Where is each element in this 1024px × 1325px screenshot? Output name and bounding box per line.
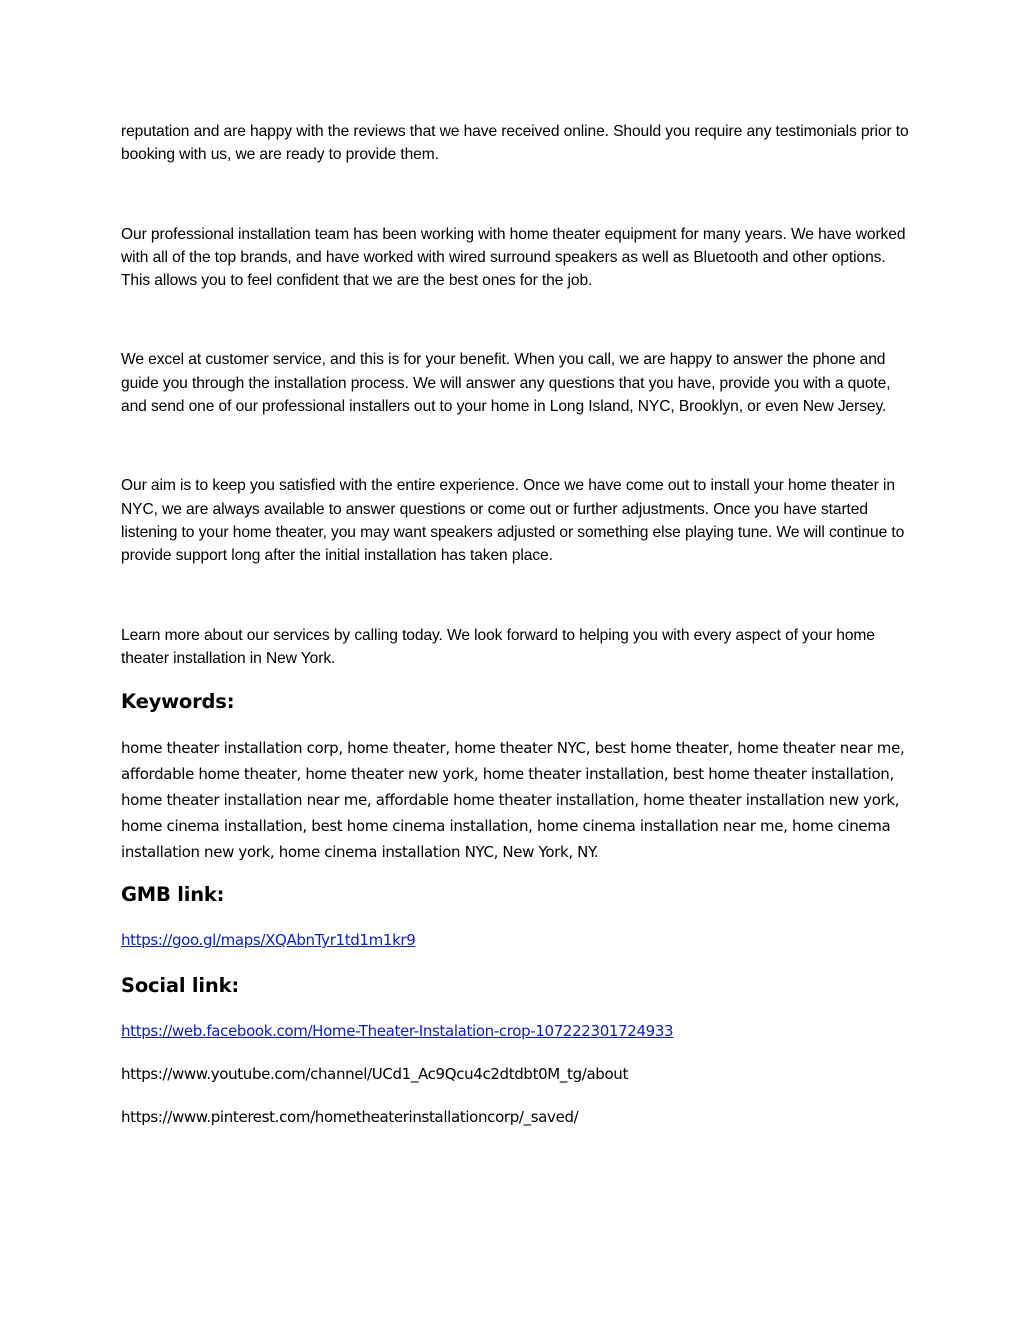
document-page [121, 120, 911, 1128]
paragraph-learn-more: Learn more about our services by calling today. We look forward to helping you with every aspect of your home theater installation in New York. [121, 626, 875, 667]
paragraph-customer-service: We excel at customer service, and this is for your benefit. When you call, we are happy to answer the phone and guide you through the installation process. We will answer any questions that you have, provide you with a quote, and send one of our professional installers out to your home in Long Island, NYC, Brooklyn, or even New Jersey. [121, 351, 891, 416]
social-heading: Social link: [121, 974, 239, 998]
paragraph-installation-team: Our professional installation team has been working with home theater equipment for many years. We have worked with all of the top brands, and have worked with wired surround speakers as well as Bluetooth and other options. This allows you to feel confident that we are the best ones for the job. [121, 225, 906, 290]
gmb-link-line [121, 929, 911, 951]
paragraph-reputation: reputation and are happy with the reviews that we have received online. Should you require any testimonials prior to booking with us, we are ready to provide them. [121, 123, 909, 164]
gmb-link[interactable]: https://goo.gl/maps/XQAbnTyr1td1m1kr9 [121, 931, 416, 950]
keywords-heading: Keywords: [121, 690, 235, 714]
paragraph-satisfaction: Our aim is to keep you satisfied with the entire experience. Once we have come out to install your home theater in NYC, we are always available to answer questions or come out or further adjustments. Once you have started listening to your home theater, you may want speakers adjusted or something else playing tune. We will continue to provide support long after the initial installation has taken place. [121, 477, 905, 565]
facebook-link[interactable]: https://web.facebook.com/Home-Theater-Instalation-crop-107222301724933 [121, 1022, 674, 1041]
facebook-link-line [121, 1020, 911, 1042]
pinterest-url: https://www.pinterest.com/hometheaterinstallationcorp/_saved/ [121, 1108, 579, 1127]
gmb-heading: GMB link: [121, 883, 225, 907]
keywords-text: home theater installation corp, home theater, home theater NYC, best home theater, home theater near me, affordable home theater, home theater new york, home theater installation, best home theater installation, home theater installation near me, affordable home theater installation, home theater installation new york, home cinema installation, best home cinema installation, home cinema installation near me, home cinema installation new york, home cinema installation NYC, New York, NY. [121, 739, 905, 862]
youtube-url: https://www.youtube.com/channel/UCd1_Ac9Qcu4c2dtdbt0M_tg/about [121, 1065, 628, 1084]
